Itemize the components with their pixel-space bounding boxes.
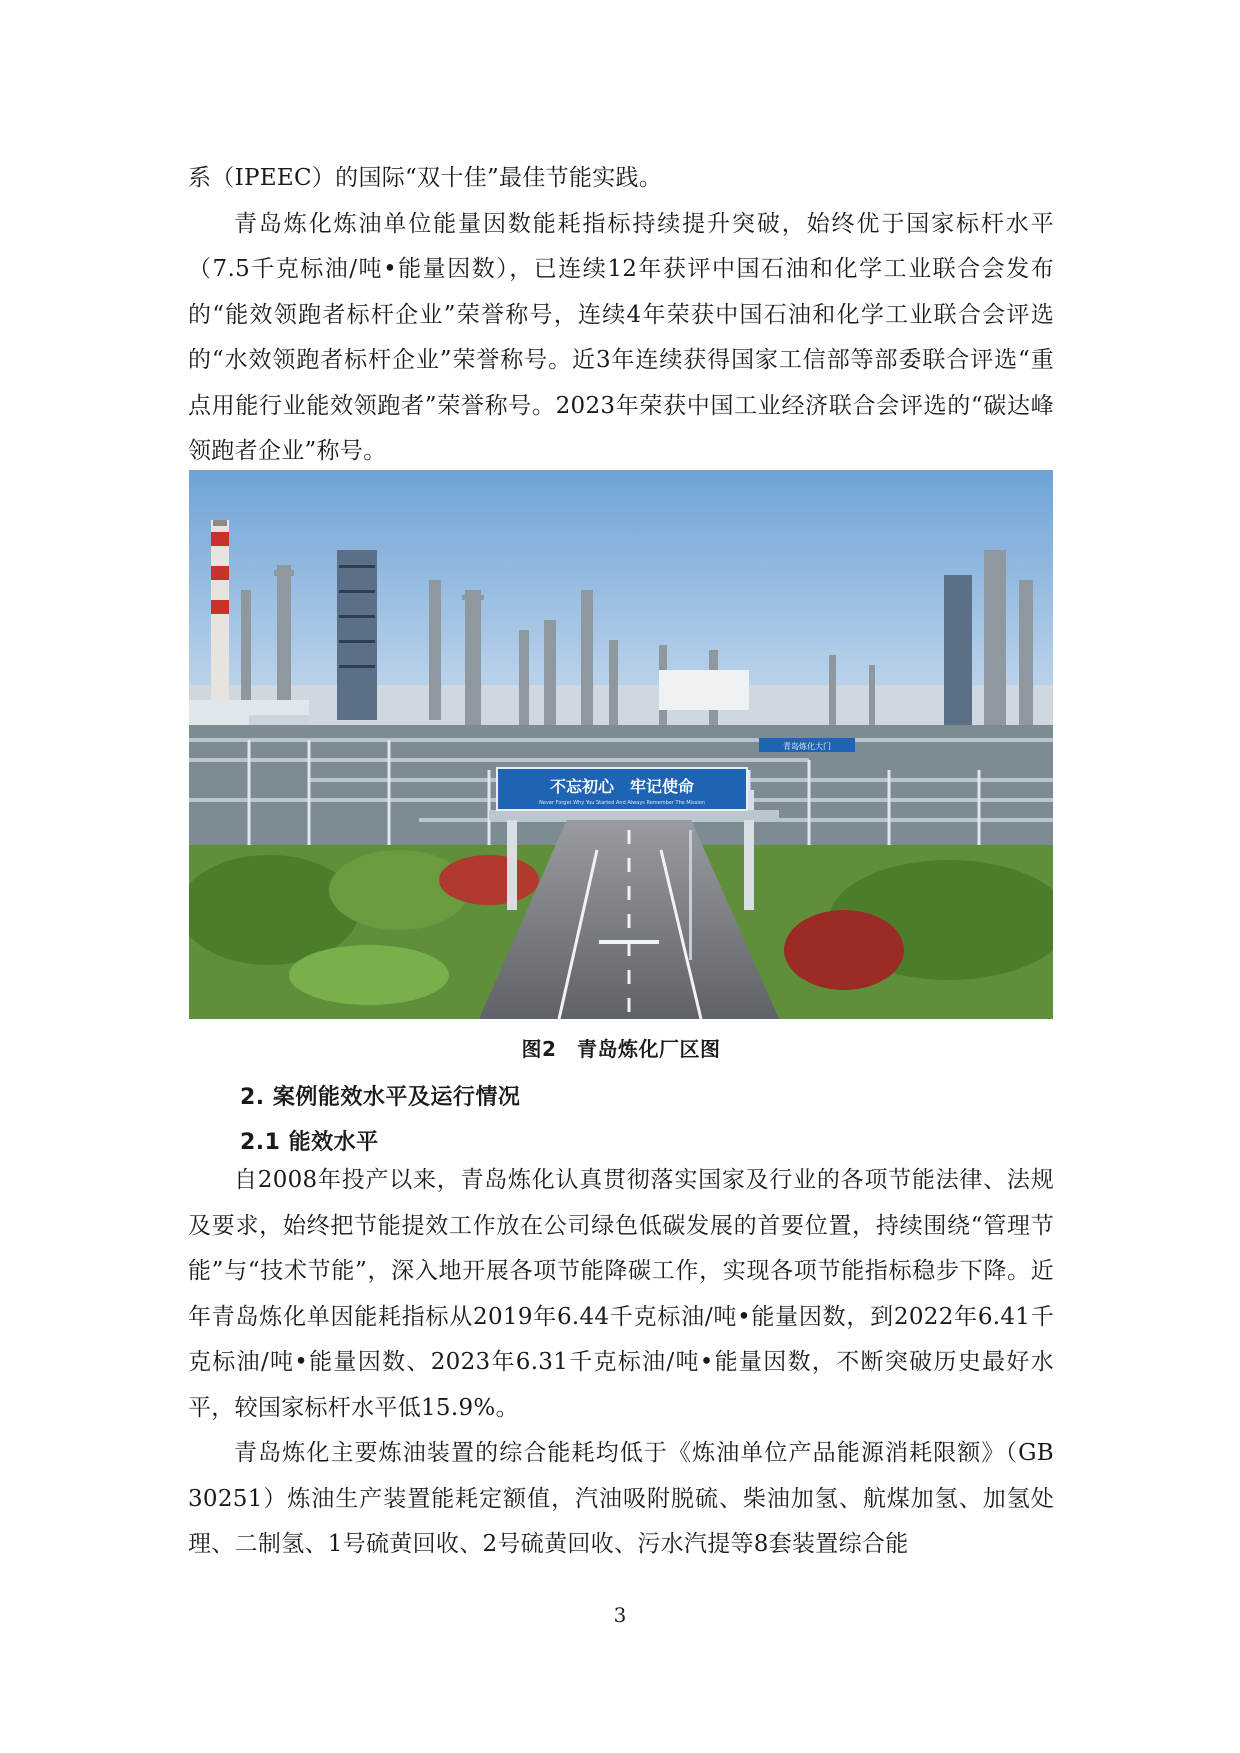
paragraph: 青岛炼化主要炼油装置的综合能耗均低于《炼油单位产品能源消耗限额》（GB 30251）炼油生产装置能耗定额值，汽油吸附脱硫、柴油加氢、航煤加氢、加氢处理、二制氢、1号硫黄回收、2号硫黄回收、污水汽提等8套装置综合能 xyxy=(188,1440,1054,1557)
refinery-photo-illustration xyxy=(189,470,1053,1019)
banner-subtext: Never Forget Why You Started And Always Remember The Mission xyxy=(539,800,705,806)
paragraph: 系（IPEEC）的国际“双十佳”最佳节能实践。 xyxy=(188,165,663,191)
figure-caption: 图2 青岛炼化厂区图 xyxy=(521,1037,721,1061)
refinery-photo xyxy=(189,470,1053,1019)
page-number: 3 xyxy=(613,1603,627,1627)
paragraph: 自2008年投产以来，青岛炼化认真贯彻落实国家及行业的各项节能法律、法规及要求，始终把节能提效工作放在公司绿色低碳发展的首要位置，持续围绕“管理节能”与“技术节能”，深入地开展各项节能降碳工作，实现各项节能指标稳步下降。近年青岛炼化单因能耗指标从2019年6.44千克标油/吨•能量因数，到2022年6.41千克标油/吨•能量因数、2023年6.31千克标油/吨•能量因数，不断突破历史最好水平，较国家标杆水平低15.9%。 xyxy=(188,1167,1054,1421)
paragraph: 青岛炼化炼油单位能量因数能耗指标持续提升突破，始终优于国家标杆水平（7.5千克标油/吨•能量因数），已连续12年获评中国石油和化学工业联合会发布的“能效领跑者标杆企业”荣誉称号，连续4年荣获中国石油和化学工业联合会评选的“水效领跑者标杆企业”荣誉称号。近3年连续获得国家工信部等部委联合评选“重点用能行业能效领跑者”荣誉称号。2023年荣获中国工业经济联合会评选的“碳达峰领跑者企业”称号。 xyxy=(188,210,1054,464)
subsection-heading: 2.1 能效水平 xyxy=(240,1130,379,1155)
section-heading: 2. 案例能效水平及运行情况 xyxy=(240,1085,521,1110)
text-block-bottom xyxy=(188,1158,1054,1568)
slogan-banner xyxy=(497,768,747,810)
chimney xyxy=(211,520,229,710)
banner-text: 不忘初心 牢记使命 xyxy=(549,777,695,796)
gate-sign-text: 青岛炼化大门 xyxy=(783,742,831,751)
text-block-top xyxy=(188,156,1054,475)
